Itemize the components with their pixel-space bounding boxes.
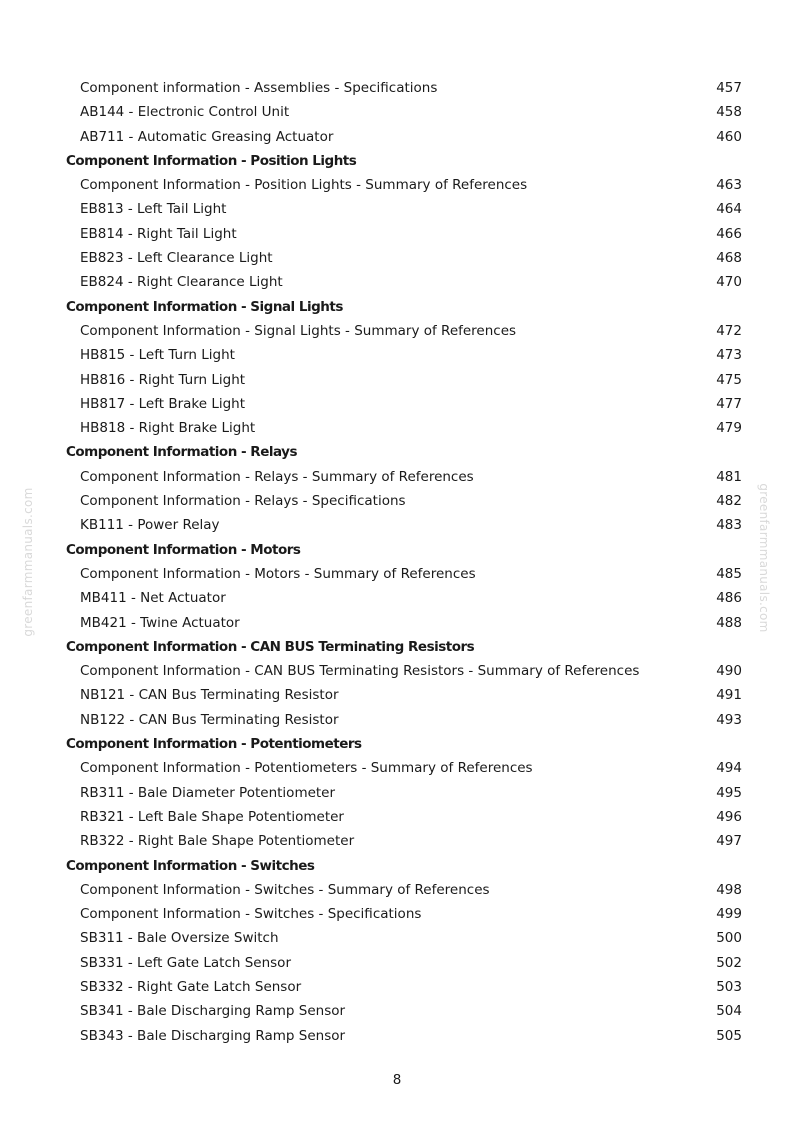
toc-entry-label: Component Information - Position Lights - Summary of References — [80, 177, 528, 194]
toc-section-heading — [0, 854, 794, 878]
toc-entry-label: EB813 - Left Tail Light — [80, 201, 227, 218]
toc-section-heading — [0, 732, 794, 756]
toc-entry[interactable] — [0, 246, 794, 270]
toc-entry-page-number: 504 — [716, 1003, 742, 1020]
toc-entry[interactable] — [0, 708, 794, 732]
toc-entry-page-number: 503 — [716, 978, 742, 995]
toc-entry[interactable] — [0, 343, 794, 367]
watermark-right: greenfarmmanuals.com — [757, 483, 771, 633]
toc-entry[interactable] — [0, 829, 794, 853]
toc-entry-label: Component Information - Switches - Specifications — [80, 906, 422, 923]
toc-entry-page-number: 500 — [716, 930, 742, 947]
toc-entry-page-number: 473 — [716, 347, 742, 364]
toc-entry-label: Component Information - Potentiometers - Summary of References — [80, 760, 533, 777]
toc-entry[interactable] — [0, 368, 794, 392]
toc-entry-label: SB331 - Left Gate Latch Sensor — [80, 954, 291, 971]
toc-heading-label: Component Information - Relays — [66, 444, 298, 461]
toc-entry-label: Component Information - Signal Lights - Summary of References — [80, 322, 517, 339]
toc-entry-page-number: 494 — [716, 760, 742, 777]
toc-entry[interactable] — [0, 489, 794, 513]
toc-entry-page-number: 477 — [716, 395, 742, 412]
toc-entry[interactable] — [0, 416, 794, 440]
toc-entry-label: Component information - Assemblies - Specifications — [80, 80, 438, 96]
toc-heading-label: Component Information - Switches — [66, 857, 315, 874]
toc-entry[interactable] — [0, 683, 794, 707]
toc-entry[interactable] — [0, 659, 794, 683]
toc-entry-page-number: 479 — [716, 420, 742, 437]
toc-entry-label: NB122 - CAN Bus Terminating Resistor — [80, 711, 339, 728]
toc-entry[interactable] — [0, 902, 794, 926]
toc-entry[interactable] — [0, 513, 794, 537]
page-number: 8 — [392, 1072, 402, 1088]
toc-entry-page-number: 481 — [716, 468, 742, 485]
toc-entry-label: Component Information - Relays - Specifications — [80, 493, 406, 510]
toc-entry-label: Component Information - CAN BUS Terminating Resistors - Summary of References — [80, 663, 640, 680]
toc-entry-page-number: 470 — [716, 274, 742, 291]
toc-heading-label: Component Information - Potentiometers — [66, 736, 362, 753]
toc-entry-page-number: 486 — [716, 590, 742, 607]
toc-entry-page-number: 485 — [716, 565, 742, 582]
toc-entry[interactable] — [0, 125, 794, 149]
toc-entry-page-number: 483 — [716, 517, 742, 534]
toc-entry-label: SB332 - Right Gate Latch Sensor — [80, 978, 302, 995]
toc-entry-label: KB111 - Power Relay — [80, 517, 220, 534]
toc-entry-label: SB311 - Bale Oversize Switch — [80, 930, 279, 947]
toc-entry-page-number: 458 — [716, 104, 742, 121]
toc-entry-page-number: 497 — [716, 833, 742, 850]
toc-entry[interactable] — [0, 173, 794, 197]
toc-section-heading — [0, 538, 794, 562]
toc-entry-page-number: 475 — [716, 371, 742, 388]
toc-section-heading — [0, 635, 794, 659]
toc-entry[interactable] — [0, 781, 794, 805]
toc-entry-page-number: 457 — [716, 80, 742, 96]
toc-entry-label: Component Information - Relays - Summary of References — [80, 468, 474, 485]
toc-entry[interactable] — [0, 100, 794, 124]
toc-entry-page-number: 488 — [716, 614, 742, 631]
toc-section-heading — [0, 149, 794, 173]
toc-entry-page-number: 491 — [716, 687, 742, 704]
toc-entry[interactable] — [0, 1024, 794, 1048]
toc-entry[interactable] — [0, 392, 794, 416]
toc-heading-label: Component Information - Position Lights — [66, 152, 357, 169]
toc-entry[interactable] — [0, 319, 794, 343]
toc-entry-label: NB121 - CAN Bus Terminating Resistor — [80, 687, 339, 704]
toc-entry-label: AB144 - Electronic Control Unit — [80, 104, 290, 121]
toc-heading-label: Component Information - Motors — [66, 541, 301, 558]
toc-entry[interactable] — [0, 805, 794, 829]
watermark-left: greenfarmmanuals.com — [21, 487, 35, 637]
toc-entry[interactable] — [0, 76, 794, 100]
toc-entry-page-number: 490 — [716, 663, 742, 680]
toc-entry-label: Component Information - Motors - Summary of References — [80, 565, 476, 582]
toc-entry-label: HB816 - Right Turn Light — [80, 371, 246, 388]
toc-entry-label: AB711 - Automatic Greasing Actuator — [80, 128, 334, 145]
toc-entry[interactable] — [0, 586, 794, 610]
toc-entry[interactable] — [0, 878, 794, 902]
toc-entry-page-number: 468 — [716, 250, 742, 267]
toc-entry-page-number: 499 — [716, 906, 742, 923]
toc-entry[interactable] — [0, 465, 794, 489]
toc-entry-label: SB341 - Bale Discharging Ramp Sensor — [80, 1003, 346, 1020]
toc-entry-label: RB321 - Left Bale Shape Potentiometer — [80, 808, 344, 825]
toc-entry[interactable] — [0, 926, 794, 950]
toc-heading-label: Component Information - CAN BUS Terminating Resistors — [66, 638, 475, 655]
toc-entry-label: EB814 - Right Tail Light — [80, 225, 237, 242]
toc-entry-label: Component Information - Switches - Summary of References — [80, 881, 490, 898]
toc-entry-page-number: 463 — [716, 177, 742, 194]
toc-entry-page-number: 472 — [716, 322, 742, 339]
toc-section-heading — [0, 295, 794, 319]
toc-entry-page-number: 498 — [716, 881, 742, 898]
toc-entry-page-number: 464 — [716, 201, 742, 218]
toc-entry-page-number: 502 — [716, 954, 742, 971]
toc-entry[interactable] — [0, 951, 794, 975]
toc-entry[interactable] — [0, 611, 794, 635]
toc-entry-page-number: 482 — [716, 493, 742, 510]
toc-heading-label: Component Information - Signal Lights — [66, 298, 343, 315]
toc-entry-label: EB824 - Right Clearance Light — [80, 274, 283, 291]
toc-entry-label: HB818 - Right Brake Light — [80, 420, 256, 437]
toc-entry-label: SB343 - Bale Discharging Ramp Sensor — [80, 1027, 346, 1044]
toc-entry-label: MB411 - Net Actuator — [80, 590, 226, 607]
toc-entry-page-number: 493 — [716, 711, 742, 728]
toc-entry-label: RB311 - Bale Diameter Potentiometer — [80, 784, 336, 801]
table-of-contents — [0, 76, 794, 1048]
toc-entry-label: EB823 - Left Clearance Light — [80, 250, 273, 267]
toc-entry-label: HB817 - Left Brake Light — [80, 395, 246, 412]
toc-entry-label: RB322 - Right Bale Shape Potentiometer — [80, 833, 355, 850]
toc-entry-label: HB815 - Left Turn Light — [80, 347, 235, 364]
toc-entry[interactable] — [0, 562, 794, 586]
toc-entry-page-number: 495 — [716, 784, 742, 801]
toc-entry-page-number: 496 — [716, 808, 742, 825]
toc-entry[interactable] — [0, 999, 794, 1023]
toc-entry[interactable] — [0, 197, 794, 221]
toc-entry[interactable] — [0, 756, 794, 780]
toc-entry-label: MB421 - Twine Actuator — [80, 614, 240, 631]
toc-entry[interactable] — [0, 975, 794, 999]
toc-section-heading — [0, 440, 794, 464]
toc-entry-page-number: 505 — [716, 1027, 742, 1044]
toc-entry-page-number: 466 — [716, 225, 742, 242]
toc-entry-page-number: 460 — [716, 128, 742, 145]
toc-entry[interactable] — [0, 222, 794, 246]
toc-entry[interactable] — [0, 270, 794, 294]
